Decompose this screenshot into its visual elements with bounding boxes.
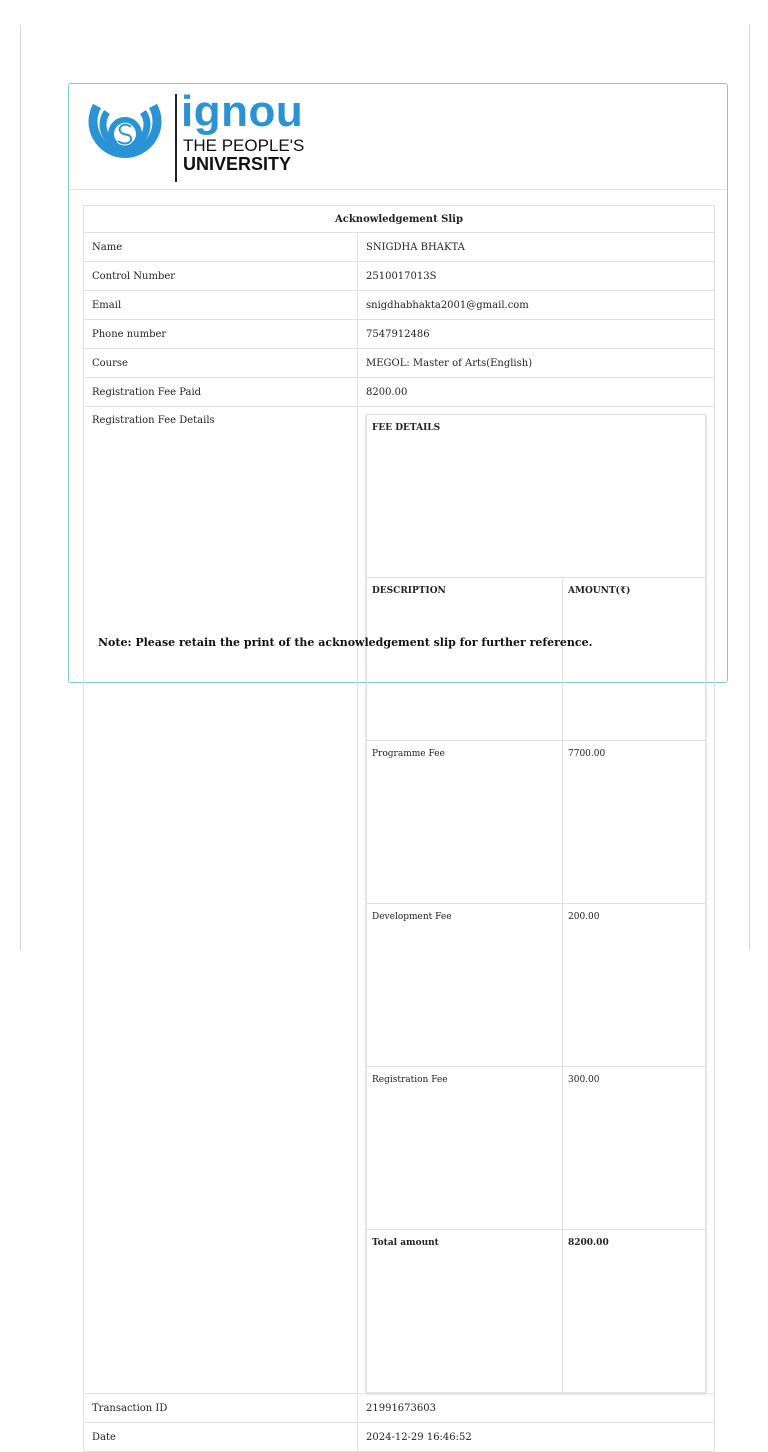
row-label-name: Name: [84, 233, 358, 262]
table-row: [84, 407, 715, 1394]
table-row: [84, 378, 715, 407]
fee-item-description: Programme Fee: [367, 741, 563, 904]
table-row: [84, 233, 715, 262]
row-value-transaction-id: 21991673603: [358, 1394, 715, 1423]
fee-header-amount: AMOUNT(₹): [563, 578, 706, 741]
logo-wordmark: ignou: [181, 87, 304, 136]
row-label-fee-paid: Registration Fee Paid: [84, 378, 358, 407]
table-row: [84, 1394, 715, 1423]
acknowledgement-slip: [68, 83, 728, 1443]
table-row: [84, 349, 715, 378]
row-label-fee-details: Registration Fee Details: [84, 407, 358, 1394]
row-value-phone: 7547912486: [358, 320, 715, 349]
logo-header: [69, 84, 727, 190]
fee-total-label: Total amount: [367, 1230, 563, 1393]
table-row: [84, 1423, 715, 1452]
row-value-control-number: 2510017013S: [358, 262, 715, 291]
table-row: [84, 262, 715, 291]
slip-table: [83, 205, 715, 1452]
row-value-name: SNIGDHA BHAKTA: [358, 233, 715, 262]
page-edge-left: [20, 25, 21, 950]
table-row: [84, 320, 715, 349]
fee-item-description: Registration Fee: [367, 1067, 563, 1230]
tagline-line-1: THE PEOPLE'S: [183, 136, 305, 155]
row-label-date: Date: [84, 1423, 358, 1452]
page-edge-right: [749, 25, 750, 950]
row-value-fee-paid: 8200.00: [358, 378, 715, 407]
logo-tagline: [183, 136, 304, 174]
retention-note: Note: Please retain the print of the acknowledgement slip for further reference.: [98, 636, 593, 649]
fee-total-row: [367, 1230, 706, 1393]
logo-divider: [175, 94, 177, 182]
table-row: [84, 291, 715, 320]
ignou-emblem-icon: [83, 98, 167, 174]
fee-item-amount: 7700.00: [563, 741, 706, 904]
fee-item-row: [367, 1067, 706, 1230]
row-value-date: 2024-12-29 16:46:52: [358, 1423, 715, 1452]
row-label-course: Course: [84, 349, 358, 378]
tagline-line-2: UNIVERSITY: [183, 154, 292, 174]
row-value-course: MEGOL: Master of Arts(English): [358, 349, 715, 378]
row-label-transaction-id: Transaction ID: [84, 1394, 358, 1423]
row-label-control-number: Control Number: [84, 262, 358, 291]
fee-item-row: [367, 904, 706, 1067]
fee-item-row: [367, 741, 706, 904]
fee-details-table: [366, 414, 706, 1393]
fee-item-description: Development Fee: [367, 904, 563, 1067]
slip-title-row: [84, 206, 715, 233]
fee-item-amount: 200.00: [563, 904, 706, 1067]
fee-header-description: DESCRIPTION: [367, 578, 563, 741]
row-label-phone: Phone number: [84, 320, 358, 349]
slip-title: Acknowledgement Slip: [84, 206, 715, 233]
row-value-fee-details: [358, 407, 715, 1394]
row-label-email: Email: [84, 291, 358, 320]
fee-item-amount: 300.00: [563, 1067, 706, 1230]
fee-total-value: 8200.00: [563, 1230, 706, 1393]
row-value-email: snigdhabhakta2001@gmail.com: [358, 291, 715, 320]
fee-table-title: FEE DETAILS: [367, 415, 706, 578]
